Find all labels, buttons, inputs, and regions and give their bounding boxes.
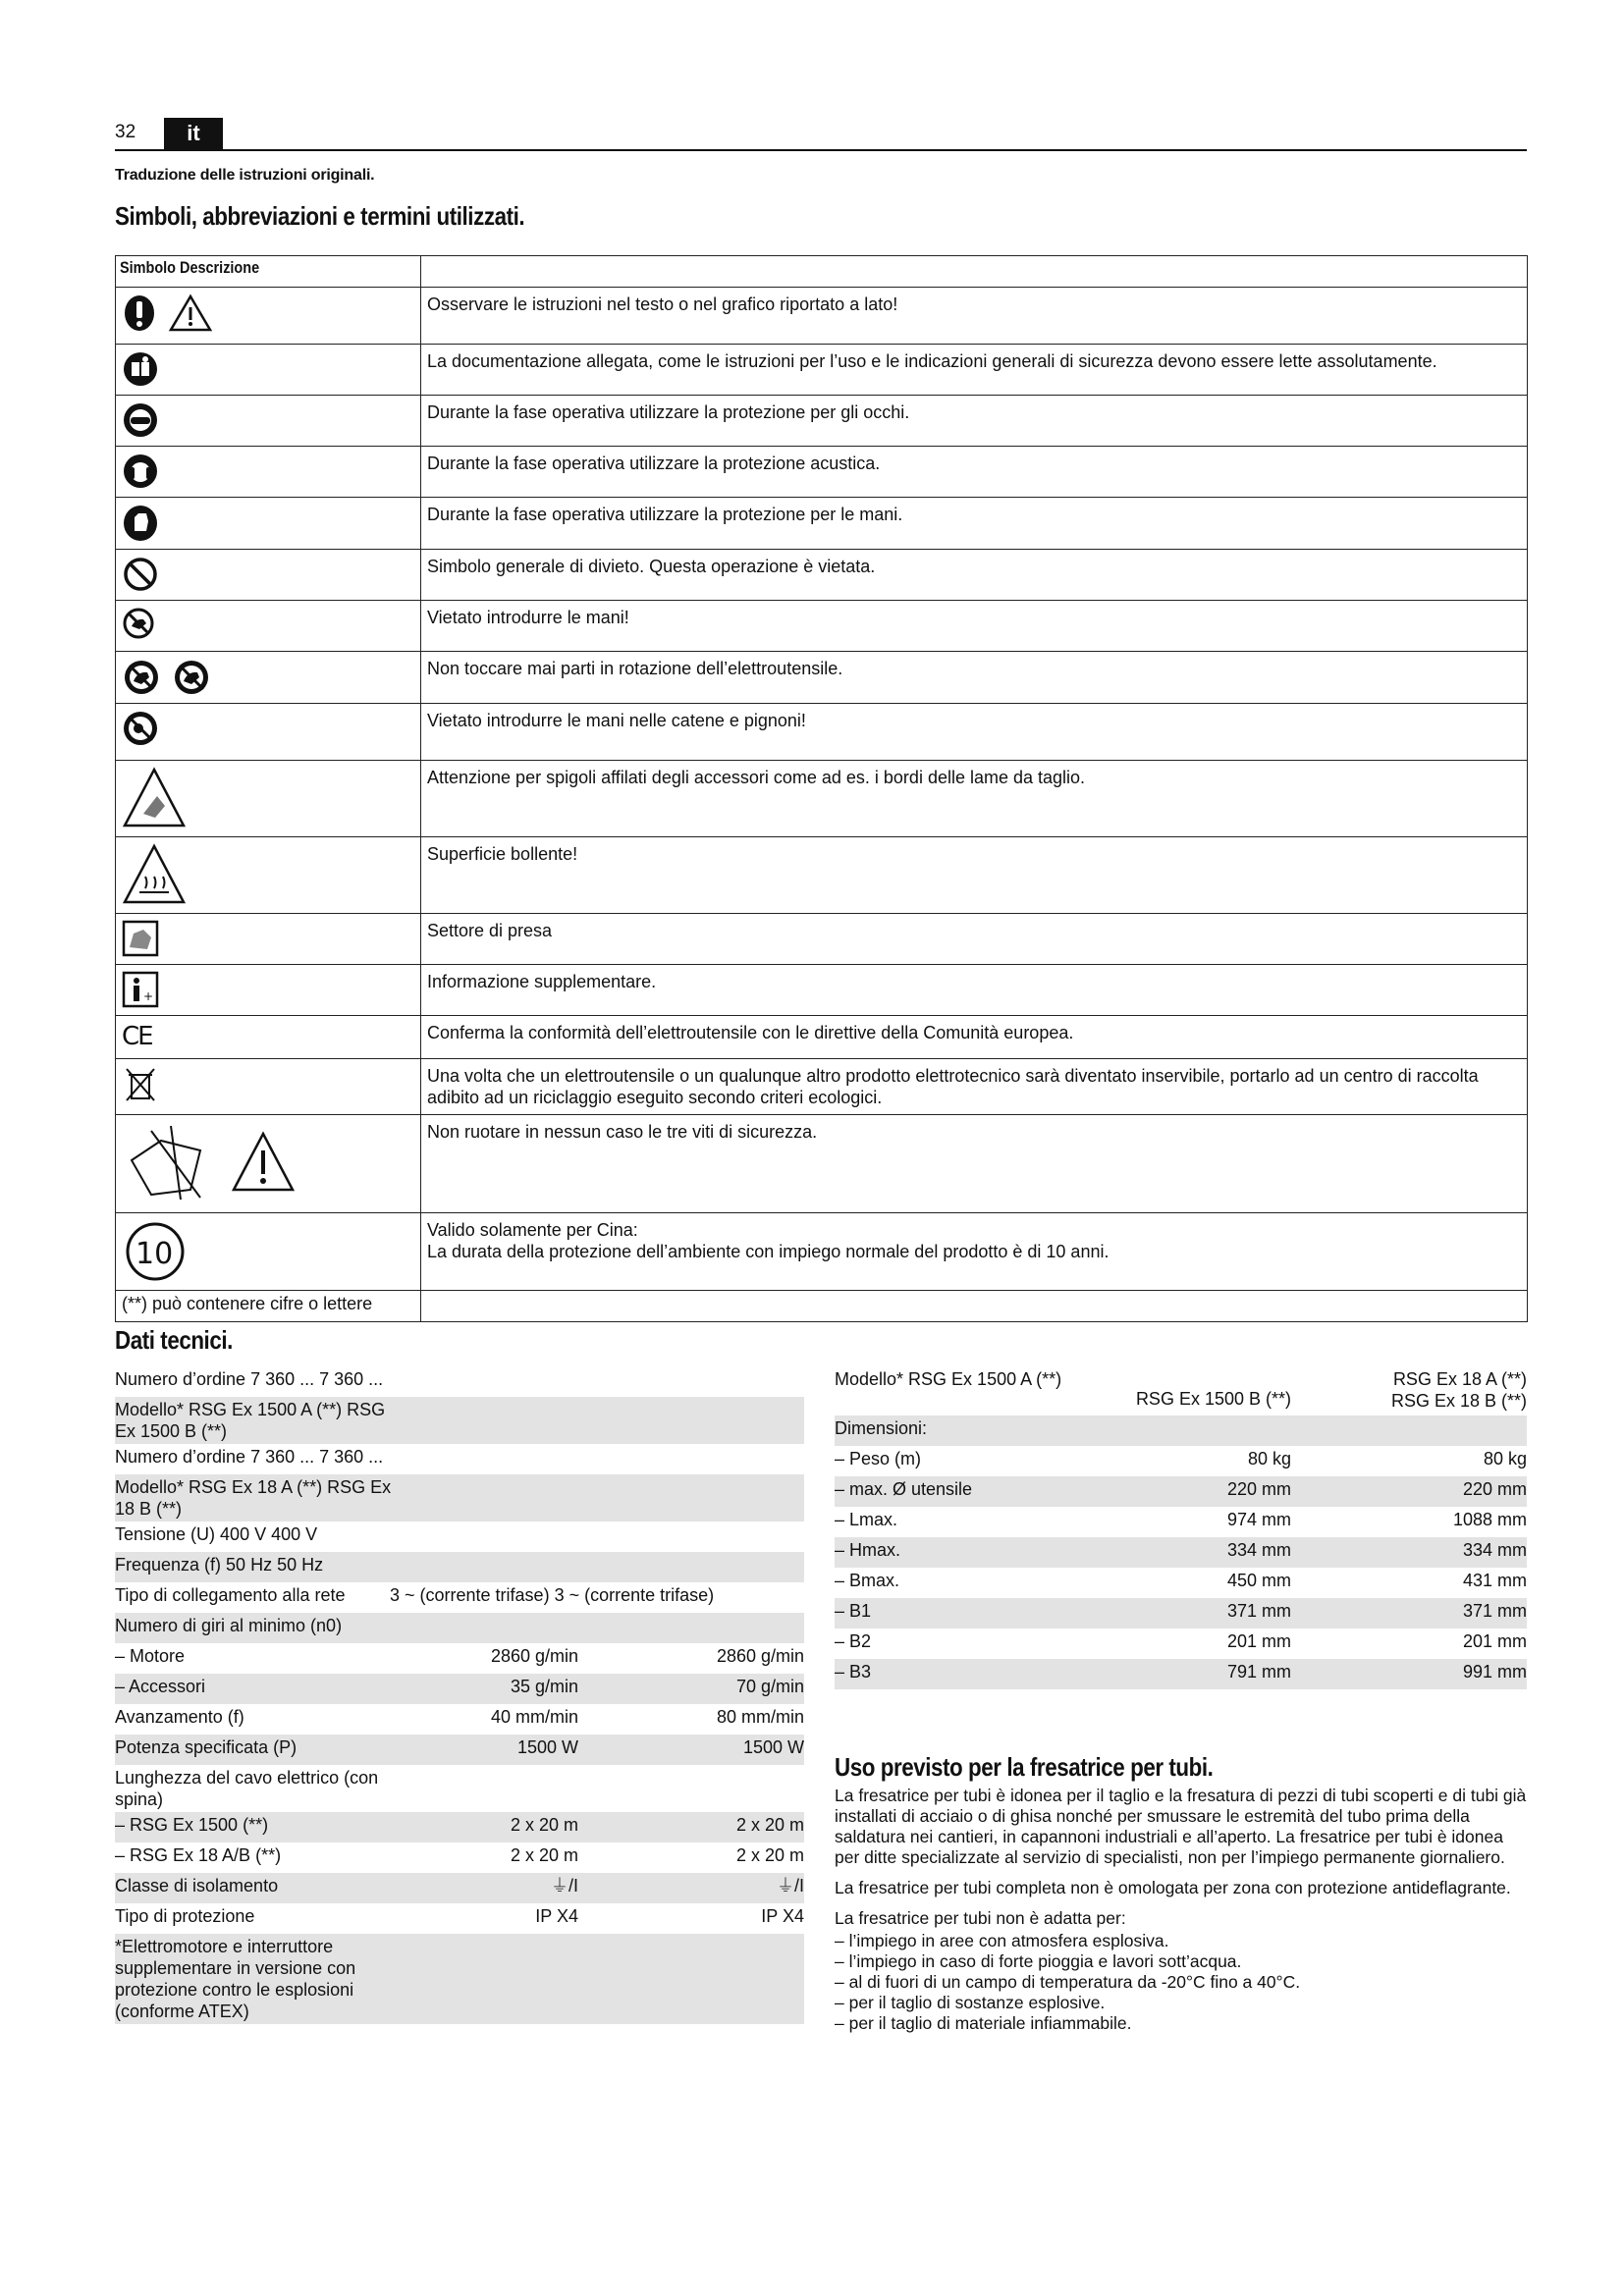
use-paragraph: La fresatrice per tubi non è adatta per: <box>835 1908 1126 1928</box>
table-row <box>115 1735 804 1765</box>
table-cell: 791 mm <box>1226 1662 1291 1682</box>
table-row <box>115 1552 804 1582</box>
table-cell: 2 x 20 m <box>510 1815 578 1835</box>
table-row <box>115 1444 804 1474</box>
table-cell: 991 mm <box>1462 1662 1527 1682</box>
use-paragraph: La fresatrice per tubi è idonea per il taglio e la fresatura di pezzi di tubi scoperti e di tubi già installati di acciaio o di ghisa nonché per smussare le estremità del tubo prima della saldatura nei cantieri, in capannoni industriali e all’aperto. La fresatrice per tubi è idonea per ditte specializzate al servizio di specialisti, non per l’impiego permanente giornaliero. <box>835 1786 1527 1867</box>
table-cell: 70 g/min <box>735 1677 804 1696</box>
symbol-description: Osservare le istruzioni nel testo o nel grafico riportato a lato! <box>421 288 1528 345</box>
no-touch-rotating-icon <box>172 658 211 697</box>
table-cell: 201 mm <box>1226 1631 1291 1651</box>
table-cell: – Accessori <box>115 1677 206 1696</box>
symbol-description: Durante la fase operativa utilizzare la protezione per le mani. <box>421 498 1528 550</box>
list-item: – l’impiego in aree con atmosfera esplosiva. <box>835 1931 1169 1950</box>
language-badge: it <box>164 118 223 149</box>
dimensions-table <box>835 1366 1527 1689</box>
table-cell: 371 mm <box>1226 1601 1291 1621</box>
table-row <box>115 1474 804 1522</box>
warning-triangle-icon <box>231 1131 296 1194</box>
table-cell: *Elettromotore e interruttore supplementare in versione con protezione contro le esplosioni (conforme ATEX) <box>115 1937 356 2021</box>
china-10-years-icon <box>122 1219 189 1284</box>
table-cell: – Lmax. <box>835 1510 898 1529</box>
page-header <box>115 118 1527 151</box>
table-cell: 2860 g/min <box>490 1646 578 1666</box>
table-cell: IP X4 <box>761 1906 804 1926</box>
table-row <box>835 1568 1527 1598</box>
table-cell: 220 mm <box>1462 1479 1527 1499</box>
table-row <box>115 1842 804 1873</box>
table-cell: – Peso (m) <box>835 1449 922 1468</box>
table-cell: 431 mm <box>1462 1571 1527 1590</box>
exclamation-icon <box>122 294 157 333</box>
ce-mark-icon: CE <box>122 1022 152 1051</box>
table-row <box>115 1582 804 1613</box>
table-cell: 2 x 20 m <box>510 1845 578 1865</box>
table-cell: Frequenza (f) 50 Hz 50 Hz <box>115 1555 324 1575</box>
table-row <box>835 1415 1527 1446</box>
eye-protection-icon <box>122 401 159 439</box>
table-row <box>835 1659 1527 1689</box>
symbol-description: Attenzione per spigoli affilati degli accessori come ad es. i bordi delle lame da taglio. <box>421 761 1528 837</box>
table-cell: Avanzamento (f) <box>115 1707 244 1727</box>
table-cell: 2860 g/min <box>716 1646 804 1666</box>
table-cell: 450 mm <box>1226 1571 1291 1590</box>
china-years-number: 10 <box>135 1237 174 1271</box>
symbol-description: Durante la fase operativa utilizzare la protezione per gli occhi. <box>421 396 1528 447</box>
table-cell: Numero di giri al minimo (n0) <box>115 1616 343 1635</box>
symbol-description: Non ruotare in nessun caso le tre viti di sicurezza. <box>421 1115 1528 1213</box>
table-cell: – B3 <box>835 1662 872 1682</box>
table-cell: ⏚/I <box>550 1876 578 1896</box>
table-cell: 35 g/min <box>510 1677 578 1696</box>
intended-use-section <box>835 1752 1527 2034</box>
table-row <box>115 1873 804 1903</box>
table-row <box>115 1903 804 1934</box>
symbol-description: Durante la fase operativa utilizzare la protezione acustica. <box>421 447 1528 498</box>
table-cell: – RSG Ex 1500 (**) <box>115 1815 269 1835</box>
no-hands-chains-icon <box>122 710 159 747</box>
table-row <box>115 1674 804 1704</box>
document-subtitle: Traduzione delle istruzioni originali. <box>115 167 375 184</box>
table-row <box>115 1613 804 1643</box>
symbol-description: Simbolo generale di divieto. Questa operazione è vietata. <box>421 550 1528 601</box>
table-cell: Numero d’ordine 7 360 ... 7 360 ... <box>115 1369 384 1389</box>
table-cell: Tensione (U) 400 V 400 V <box>115 1524 318 1544</box>
warning-triangle-icon <box>168 294 213 333</box>
table-cell: – B1 <box>835 1601 872 1621</box>
hand-protection-icon <box>122 504 159 543</box>
no-touch-rotating-icon <box>122 658 161 697</box>
table-row <box>835 1537 1527 1568</box>
list-item: – per il taglio di materiale infiammabile. <box>835 2013 1132 2033</box>
table-cell: Modello* RSG Ex 18 A (**) RSG Ex 18 B (**) <box>115 1477 392 1519</box>
table-cell: Numero d’ordine 7 360 ... 7 360 ... <box>115 1447 384 1467</box>
prohibition-icon <box>122 556 159 593</box>
no-hands-icon <box>122 607 155 640</box>
table-row <box>835 1598 1527 1629</box>
list-item: – per il taglio di sostanze esplosive. <box>835 1993 1106 2012</box>
table-cell: Potenza specificata (P) <box>115 1737 298 1757</box>
table-cell: 1500 W <box>742 1737 804 1757</box>
table-row <box>115 1643 804 1674</box>
symbol-description: La documentazione allegata, come le istruzioni per l’uso e le indicazioni generali di sicurezza devono essere lette assolutamente. <box>421 345 1528 396</box>
table-row <box>835 1507 1527 1537</box>
symbol-description: Non toccare mai parti in rotazione dell’elettroutensile. <box>421 652 1528 704</box>
table-cell: 80 mm/min <box>716 1707 804 1727</box>
table-cell: 3 ~ (corrente trifase) 3 ~ (corrente trifase) <box>390 1585 715 1605</box>
symbol-description: Vietato introdurre le mani! <box>421 601 1528 652</box>
table-cell: Tipo di protezione <box>115 1906 255 1926</box>
list-item: – al di fuori di un campo di temperatura da -20°C fino a 40°C. <box>835 1972 1301 1992</box>
no-rotate-screws-icon <box>122 1121 220 1203</box>
info-icon <box>122 971 159 1008</box>
symbols-table-header: Simbolo Descrizione <box>116 256 421 288</box>
tech-data-table <box>115 1366 804 2024</box>
table-row <box>115 1522 804 1552</box>
table-row <box>115 1934 804 2024</box>
table-cell: ⏚/I <box>776 1876 804 1896</box>
hot-surface-icon <box>122 843 187 906</box>
table-cell: 1500 W <box>516 1737 578 1757</box>
table-cell: 220 mm <box>1226 1479 1291 1499</box>
table-cell: – Hmax. <box>835 1540 901 1560</box>
symbol-description: Informazione supplementare. <box>421 965 1528 1016</box>
symbol-description: Superficie bollente! <box>421 837 1528 914</box>
table-cell: – RSG Ex 18 A/B (**) <box>115 1845 282 1865</box>
footnote-cell <box>116 1291 421 1322</box>
table-cell: 371 mm <box>1462 1601 1527 1621</box>
symbols-heading: Simboli, abbreviazioni e termini utilizzati. <box>115 201 525 231</box>
table-row <box>115 1812 804 1842</box>
table-row <box>115 1397 804 1444</box>
symbol-cell <box>116 288 421 345</box>
use-heading: Uso previsto per la fresatrice per tubi. <box>835 1752 1214 1782</box>
symbol-description: Vietato introdurre le mani nelle catene e pignoni! <box>421 704 1528 761</box>
table-cell: Tipo di collegamento alla rete <box>115 1585 346 1605</box>
table-cell: Modello* RSG Ex 1500 A (**) RSG Ex 1500 B (**) <box>115 1400 386 1441</box>
table-cell: – max. Ø utensile <box>835 1479 973 1499</box>
table-cell: 80 kg <box>1483 1449 1527 1468</box>
table-cell: Classe di isolamento <box>115 1876 279 1896</box>
weee-bin-icon <box>122 1065 159 1104</box>
svg-text:+: + <box>143 989 154 1003</box>
tech-heading: Dati tecnici. <box>115 1325 233 1355</box>
table-cell: – Motore <box>115 1646 186 1666</box>
table-cell: – B2 <box>835 1631 872 1651</box>
table-cell: Lunghezza del cavo elettrico (con spina) <box>115 1768 379 1809</box>
dimensions-header: Modello* RSG Ex 1500 A (**) RSG Ex 1500 B (**) RSG Ex 18 A (**) RSG Ex 18 B (**) <box>835 1369 1527 1411</box>
symbols-table <box>115 255 1528 1322</box>
table-row <box>835 1629 1527 1659</box>
use-paragraph: La fresatrice per tubi completa non è omologata per zona con protezione antideflagrante. <box>835 1878 1511 1897</box>
table-row <box>115 1765 804 1812</box>
page-number: 32 <box>115 122 136 142</box>
table-cell: IP X4 <box>535 1906 578 1926</box>
sharp-edges-icon <box>122 767 187 829</box>
table-cell: 974 mm <box>1226 1510 1291 1529</box>
table-cell: 80 kg <box>1247 1449 1291 1468</box>
symbol-description: Una volta che un elettroutensile o un qualunque altro prodotto elettrotecnico sarà diventato inservibile, portarlo ad un centro di raccolta adibito ad un riciclaggio eseguito secondo criteri ecologici. <box>421 1059 1528 1115</box>
symbol-description: Conferma la conformità dell’elettroutensile con le direttive della Comunità europea. <box>421 1016 1528 1059</box>
symbols-footnote: (**) può contenere cifre o lettere <box>122 1294 373 1313</box>
table-cell: 334 mm <box>1226 1540 1291 1560</box>
use-list <box>835 1931 1527 2034</box>
table-cell: 334 mm <box>1462 1540 1527 1560</box>
table-cell: – Bmax. <box>835 1571 900 1590</box>
table-cell: Dimensioni: <box>835 1418 928 1438</box>
read-manual-icon <box>122 350 159 388</box>
table-row <box>115 1704 804 1735</box>
table-cell: 2 x 20 m <box>735 1815 804 1835</box>
table-cell: 2 x 20 m <box>735 1845 804 1865</box>
table-row <box>835 1476 1527 1507</box>
table-row <box>115 1366 804 1397</box>
table-cell: 40 mm/min <box>490 1707 578 1727</box>
list-item: – l’impiego in caso di forte pioggia e lavori sott’acqua. <box>835 1951 1242 1971</box>
table-row <box>835 1446 1527 1476</box>
table-cell: 201 mm <box>1462 1631 1527 1651</box>
table-cell: 1088 mm <box>1452 1510 1527 1529</box>
ear-protection-icon <box>122 453 159 490</box>
grip-area-icon <box>122 920 159 957</box>
symbol-description: Settore di presa <box>421 914 1528 965</box>
symbol-description: Valido solamente per Cina: La durata della protezione dell’ambiente con impiego normale del prodotto è di 10 anni. <box>421 1213 1528 1291</box>
